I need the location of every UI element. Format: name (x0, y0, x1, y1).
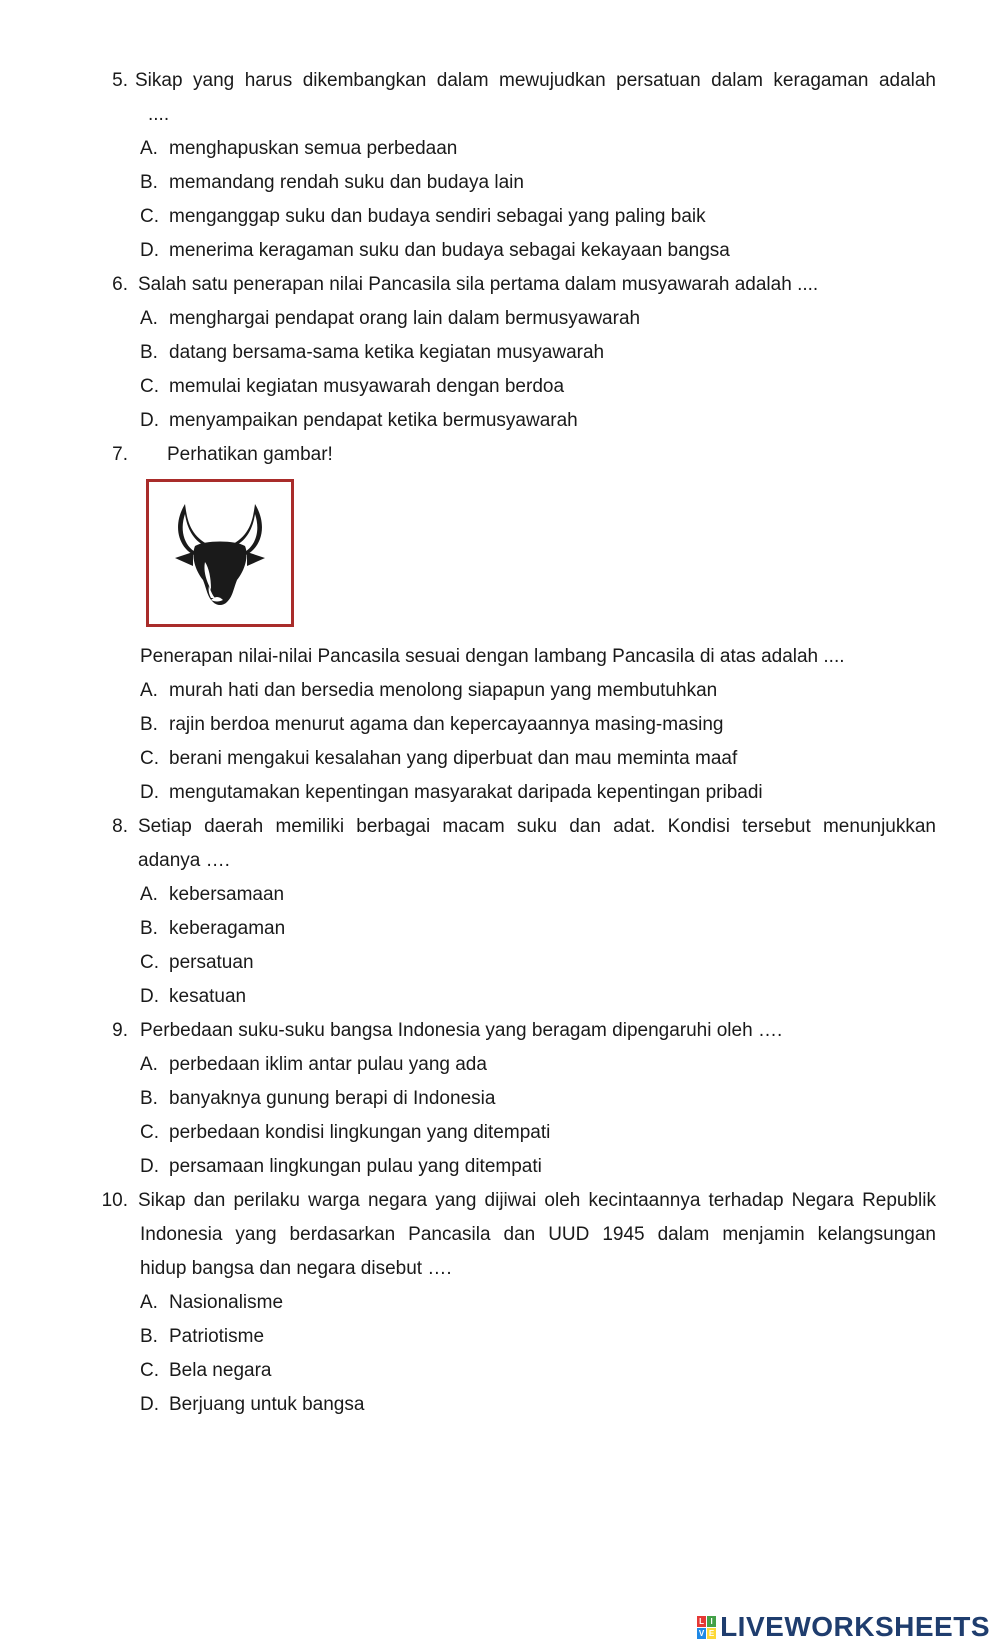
liveworksheets-logo-icon (697, 1616, 716, 1639)
question-stem: Perhatikan gambar! (167, 444, 333, 465)
option-letter: C. (140, 376, 159, 397)
option-letter: B. (140, 714, 158, 735)
logo-tile: V (698, 1628, 705, 1638)
question-stem: Sikap dan perilaku warga negara yang dijiwai oleh kecintaannya terhadap Negara Republik (138, 1190, 936, 1211)
option-letter: A. (140, 308, 158, 329)
option-letter: C. (140, 748, 159, 769)
option-text[interactable]: perbedaan kondisi lingkungan yang ditempati (169, 1122, 551, 1143)
option-text[interactable]: memulai kegiatan musyawarah dengan berdoa (169, 376, 565, 397)
option-letter: D. (140, 1156, 159, 1177)
option-letter: C. (140, 1360, 159, 1381)
option-text[interactable]: berani mengakui kesalahan yang diperbuat dan mau meminta maaf (169, 748, 738, 769)
brand-name: LIVEWORKSHEETS (720, 1611, 990, 1642)
question-stem: Salah satu penerapan nilai Pancasila sila pertama dalam musyawarah adalah .... (138, 274, 819, 295)
option-letter: A. (140, 884, 158, 905)
option-text[interactable]: Bela negara (169, 1360, 272, 1381)
option-letter: B. (140, 342, 158, 363)
option-text[interactable]: persamaan lingkungan pulau yang ditempati (169, 1156, 542, 1177)
option-letter: D. (140, 1394, 159, 1415)
question-number: 8. (112, 816, 128, 837)
option-letter: B. (140, 918, 158, 939)
option-text[interactable]: kesatuan (169, 986, 247, 1007)
option-text[interactable]: keberagaman (169, 918, 286, 939)
option-letter: A. (140, 1292, 158, 1313)
option-letter: D. (140, 782, 159, 803)
question-number: 6. (112, 274, 128, 295)
option-text[interactable]: menghapuskan semua perbedaan (169, 138, 458, 159)
option-letter: B. (140, 1088, 158, 1109)
logo-tile: I (707, 1616, 716, 1627)
option-letter: D. (140, 410, 159, 431)
question-stem: Perbedaan suku-suku bangsa Indonesia yang beragam dipengaruhi oleh …. (140, 1020, 783, 1041)
option-text[interactable]: memandang rendah suku dan budaya lain (169, 172, 524, 193)
question-stem: adanya …. (138, 850, 230, 871)
option-text[interactable]: murah hati dan bersedia menolong siapapun yang membutuhkan (169, 680, 718, 701)
option-text[interactable]: menerima keragaman suku dan budaya sebagai kekayaan bangsa (169, 240, 730, 261)
option-text[interactable]: kebersamaan (169, 884, 285, 905)
option-text[interactable]: persatuan (169, 952, 254, 973)
question-stem: Indonesia yang berdasarkan Pancasila dan UUD 1945 dalam menjamin kelangsungan (140, 1224, 936, 1245)
sila-figure (146, 479, 294, 627)
logo-tile: E (708, 1628, 715, 1638)
option-text[interactable]: banyaknya gunung berapi di Indonesia (169, 1088, 496, 1109)
option-letter: A. (140, 1054, 158, 1075)
bull-head-icon (149, 482, 291, 624)
question-stem: Sikap yang harus dikembangkan dalam mewujudkan persatuan dalam keragaman adalah (135, 70, 936, 91)
option-text[interactable]: perbedaan iklim antar pulau yang ada (169, 1054, 487, 1075)
question-stem: Penerapan nilai-nilai Pancasila sesuai dengan lambang Pancasila di atas adalah .... (140, 646, 845, 667)
option-letter: B. (140, 1326, 158, 1347)
question-stem: Setiap daerah memiliki berbagai macam suku dan adat. Kondisi tersebut menunjukkan (138, 816, 936, 837)
option-letter: D. (140, 986, 159, 1007)
question-number: 9. (112, 1020, 128, 1041)
option-text[interactable]: menyampaikan pendapat ketika bermusyawarah (169, 410, 578, 431)
option-letter: B. (140, 172, 158, 193)
question-stem: .... (148, 104, 170, 125)
logo-tile: L (697, 1616, 706, 1627)
option-letter: C. (140, 1122, 159, 1143)
question-number: 5. (112, 70, 128, 91)
option-letter: D. (140, 240, 159, 261)
option-letter: C. (140, 206, 159, 227)
liveworksheets-brand[interactable] (697, 1612, 990, 1642)
option-text[interactable]: menganggap suku dan budaya sendiri sebagai yang paling baik (169, 206, 706, 227)
option-letter: A. (140, 138, 158, 159)
option-text[interactable]: datang bersama-sama ketika kegiatan musyawarah (169, 342, 605, 363)
option-text[interactable]: Berjuang untuk bangsa (169, 1394, 365, 1415)
question-number: 7. (112, 444, 128, 465)
question-number: 10. (101, 1190, 128, 1211)
question-stem: hidup bangsa dan negara disebut …. (140, 1258, 452, 1279)
option-text[interactable]: menghargai pendapat orang lain dalam bermusyawarah (169, 308, 641, 329)
option-text[interactable]: Patriotisme (169, 1326, 265, 1347)
option-text[interactable]: mengutamakan kepentingan masyarakat daripada kepentingan pribadi (169, 782, 763, 803)
option-text[interactable]: Nasionalisme (169, 1292, 284, 1313)
option-letter: A. (140, 680, 158, 701)
option-letter: C. (140, 952, 159, 973)
option-text[interactable]: rajin berdoa menurut agama dan kepercayaannya masing-masing (169, 714, 724, 735)
